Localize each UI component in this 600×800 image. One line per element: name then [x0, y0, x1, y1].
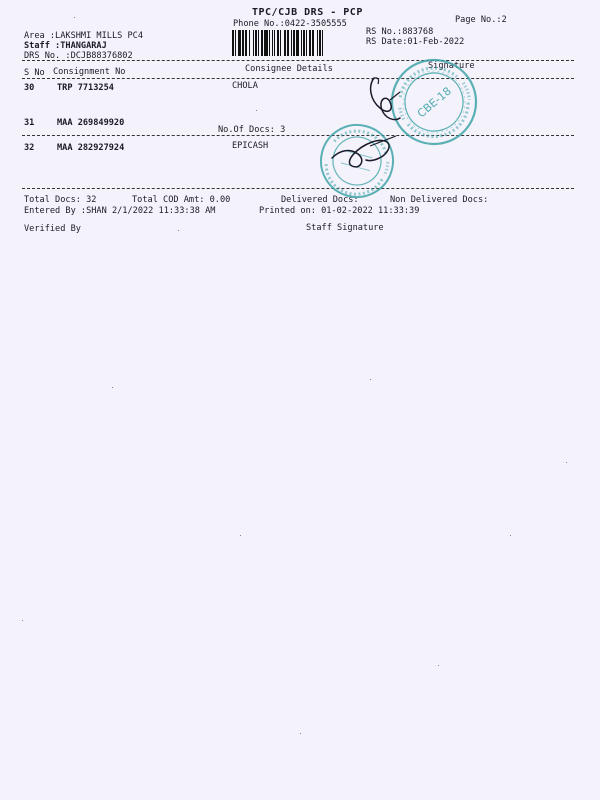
delivered-docs: Delivered Docs:: [281, 195, 359, 205]
staff-label: Staff :THANGARAJ: [24, 41, 107, 51]
stamp-code: CBE-18: [414, 84, 454, 121]
page-number: Page No.:2: [455, 15, 507, 25]
scan-speck: [178, 230, 179, 231]
row-consignment: TRP 7713254: [57, 83, 114, 93]
scan-speck: [22, 620, 23, 621]
row-sno: 31: [24, 118, 35, 128]
scan-speck: [370, 379, 371, 380]
rs-date: RS Date:01-Feb-2022: [366, 37, 465, 47]
document-title: TPC/CJB DRS - PCP: [252, 7, 363, 18]
row-consignment: MAA 269849920: [57, 118, 125, 128]
area-label: Area :LAKSHMI MILLS PC4: [24, 31, 143, 41]
row-consignment: MAA 282927924: [57, 143, 125, 153]
divider: [22, 188, 574, 189]
scan-speck: [256, 110, 257, 111]
scan-speck: [112, 387, 113, 388]
drs-number: DRS No. :DCJB88376802: [24, 51, 133, 61]
row-consignee: EPICASH: [232, 141, 269, 151]
total-docs: Total Docs: 32: [24, 195, 97, 205]
entered-by: Entered By :SHAN 2/1/2022 11:33:38 AM: [24, 206, 216, 216]
row-sno: 32: [24, 143, 35, 153]
scan-speck: [300, 733, 301, 734]
barcode: [232, 30, 358, 56]
col-header-sno: S No: [24, 68, 45, 78]
rs-number: RS No.:883768: [366, 27, 434, 37]
handwritten-signature: [326, 128, 406, 178]
scan-speck: [438, 665, 439, 666]
scan-speck: [566, 462, 567, 463]
col-header-consignment: Consignment No: [53, 67, 126, 77]
staff-signature-label: Staff Signature: [306, 223, 384, 233]
phone-number: Phone No.:0422-3505555: [233, 19, 347, 29]
col-header-consignee: Consignee Details: [245, 64, 333, 74]
printed-on: Printed on: 01-02-2022 11:33:39: [259, 206, 420, 216]
row-consignee: CHOLA: [232, 81, 258, 91]
total-cod-amount: Total COD Amt: 0.00: [132, 195, 231, 205]
scan-speck: [240, 535, 241, 536]
handwritten-signature: [360, 70, 410, 130]
scan-speck: [74, 17, 75, 18]
non-delivered-docs: Non Delivered Docs:: [390, 195, 489, 205]
row-sno: 30: [24, 83, 35, 93]
scan-speck: [510, 535, 511, 536]
verified-by-label: Verified By: [24, 224, 81, 234]
divider: [22, 60, 574, 61]
divider: [22, 78, 574, 79]
col-header-signature: Signature: [428, 61, 475, 71]
row-doc-count: No.Of Docs: 3: [218, 125, 286, 135]
divider: [22, 135, 574, 136]
